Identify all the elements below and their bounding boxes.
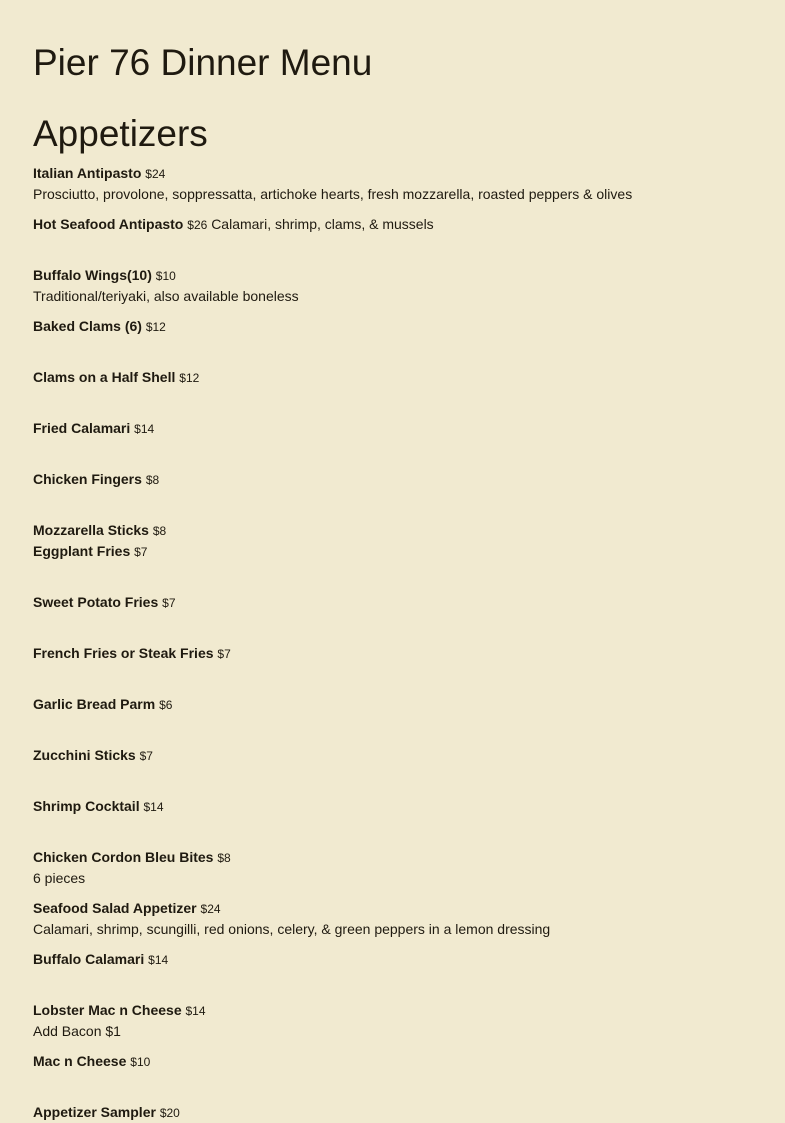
item-price: $8 bbox=[217, 851, 231, 865]
menu-item-seafood-salad-appetizer bbox=[33, 898, 773, 939]
item-name: Baked Clams (6) bbox=[33, 318, 142, 334]
menu-item-mac-n-cheese bbox=[33, 1051, 773, 1072]
item-name: Mac n Cheese bbox=[33, 1053, 127, 1069]
item-name: Buffalo Calamari bbox=[33, 951, 145, 967]
item-name: Clams on a Half Shell bbox=[33, 369, 176, 385]
item-price: $20 bbox=[159, 1106, 180, 1120]
item-name: Mozzarella Sticks bbox=[33, 522, 149, 538]
item-name: Eggplant Fries bbox=[33, 543, 131, 559]
menu-item-mozzarella-sticks bbox=[33, 520, 773, 541]
menu-item-french-fries bbox=[33, 643, 773, 664]
item-name: Chicken Cordon Bleu Bites bbox=[33, 849, 214, 865]
menu-item-shrimp-cocktail bbox=[33, 796, 773, 817]
item-price: $12 bbox=[145, 320, 166, 334]
menu-item-buffalo-calamari bbox=[33, 949, 773, 970]
item-price: $8 bbox=[145, 473, 160, 487]
item-description: Add Bacon $1 bbox=[33, 1023, 121, 1039]
item-price: $26 bbox=[187, 218, 208, 232]
item-name: Fried Calamari bbox=[33, 420, 131, 436]
item-price: $10 bbox=[130, 1055, 151, 1069]
item-price: $7 bbox=[162, 596, 176, 610]
item-price: $14 bbox=[185, 1004, 206, 1018]
menu-item-buffalo-wings bbox=[33, 265, 773, 306]
item-price: $8 bbox=[152, 524, 167, 538]
item-name: Zucchini Sticks bbox=[33, 747, 136, 763]
menu-item-italian-antipasto bbox=[33, 163, 773, 204]
item-name: Lobster Mac n Cheese bbox=[33, 1002, 182, 1018]
menu-item-chicken-fingers bbox=[33, 469, 773, 490]
item-name: Sweet Potato Fries bbox=[33, 594, 159, 610]
menu-item-chicken-cordon-bleu-bites bbox=[33, 847, 773, 888]
item-price: $7 bbox=[139, 749, 153, 763]
menu-item-fried-calamari bbox=[33, 418, 773, 439]
menu-item-sweet-potato-fries bbox=[33, 592, 773, 613]
menu-item-appetizer-sampler bbox=[33, 1102, 773, 1123]
menu-item-clams-half-shell bbox=[33, 367, 773, 388]
item-price: $14 bbox=[148, 953, 169, 967]
menu-item-garlic-bread-parm bbox=[33, 694, 773, 715]
item-name: Chicken Fingers bbox=[33, 471, 142, 487]
item-price: $7 bbox=[134, 545, 148, 559]
item-name: Italian Antipasto bbox=[33, 165, 142, 181]
item-price: $14 bbox=[143, 800, 164, 814]
appetizer-list bbox=[33, 163, 773, 1123]
menu-item-baked-clams bbox=[33, 316, 773, 337]
item-description: Traditional/teriyaki, also available boneless bbox=[33, 288, 299, 304]
item-name: Shrimp Cocktail bbox=[33, 798, 140, 814]
item-price: $14 bbox=[134, 422, 155, 436]
item-price: $7 bbox=[217, 647, 231, 661]
menu-item-hot-seafood-antipasto bbox=[33, 214, 773, 235]
item-description: 6 pieces bbox=[33, 870, 86, 886]
item-name: French Fries or Steak Fries bbox=[33, 645, 214, 661]
item-description: Calamari, shrimp, scungilli, red onions, celery, & green peppers in a lemon dressing bbox=[33, 921, 551, 937]
item-name: Seafood Salad Appetizer bbox=[33, 900, 197, 916]
item-name: Buffalo Wings(10) bbox=[33, 267, 152, 283]
item-description: Calamari, shrimp, clams, & mussels bbox=[211, 216, 434, 232]
menu-item-lobster-mac-n-cheese bbox=[33, 1000, 773, 1041]
menu-item-zucchini-sticks bbox=[33, 745, 773, 766]
item-name: Hot Seafood Antipasto bbox=[33, 216, 184, 232]
item-price: $6 bbox=[159, 698, 173, 712]
item-name: Appetizer Sampler bbox=[33, 1104, 156, 1120]
section-title-appetizers: Appetizers bbox=[33, 113, 208, 154]
menu-item-eggplant-fries bbox=[33, 541, 773, 562]
item-name: Garlic Bread Parm bbox=[33, 696, 156, 712]
item-description: Prosciutto, provolone, soppressatta, artichoke hearts, fresh mozzarella, roasted peppers & olives bbox=[33, 186, 633, 202]
item-price: $24 bbox=[145, 167, 166, 181]
item-price: $12 bbox=[179, 371, 200, 385]
item-price: $24 bbox=[200, 902, 221, 916]
menu-title: Pier 76 Dinner Menu bbox=[33, 42, 373, 83]
item-price: $10 bbox=[155, 269, 176, 283]
